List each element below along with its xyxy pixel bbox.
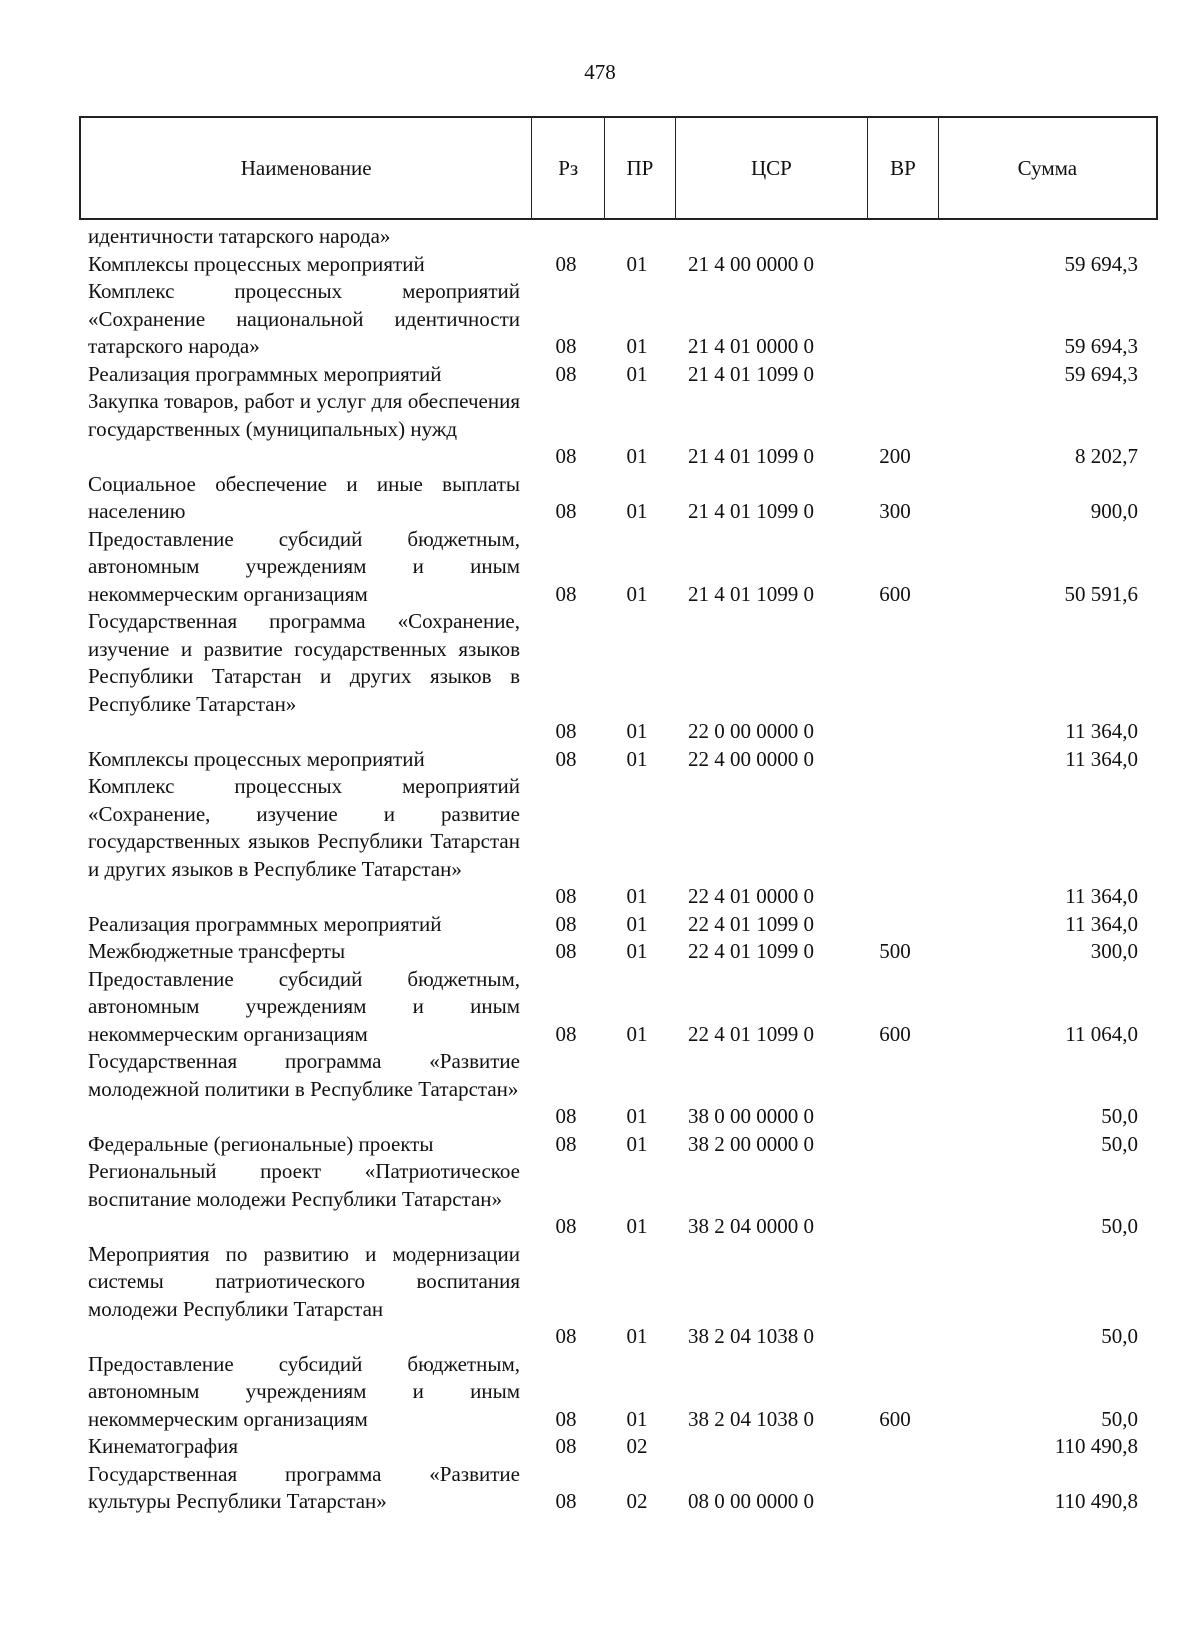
header-sum: Сумма bbox=[1017, 155, 1078, 180]
row-name: Социальное обеспечение и иные выплаты населению bbox=[88, 471, 520, 523]
row-csr: 22 4 01 0000 0 bbox=[688, 884, 814, 908]
row-name: Кинематография bbox=[88, 1434, 239, 1458]
table-row bbox=[0, 773, 1200, 911]
row-rz: 08 bbox=[555, 911, 577, 936]
row-csr: 21 4 01 1099 0 bbox=[688, 499, 814, 523]
row-csr: 38 0 00 0000 0 bbox=[688, 1104, 814, 1128]
row-rz: 08 bbox=[555, 1324, 577, 1348]
row-pr: 01 bbox=[626, 251, 648, 276]
row-pr: 01 bbox=[626, 1131, 648, 1156]
row-csr: 38 2 04 0000 0 bbox=[688, 1214, 814, 1238]
row-sum: 50,0 bbox=[1101, 1214, 1138, 1238]
row-rz: 08 bbox=[555, 1214, 577, 1238]
header-pr: ПР bbox=[605, 118, 676, 218]
row-rz: 08 bbox=[555, 444, 577, 468]
row-sum: 110 490,8 bbox=[1054, 1489, 1138, 1513]
row-vr: 500 bbox=[879, 939, 911, 963]
row-csr: 38 2 00 0000 0 bbox=[688, 1131, 814, 1156]
row-pr: 01 bbox=[626, 1214, 648, 1238]
row-vr: 300 bbox=[879, 499, 911, 523]
row-vr: 600 bbox=[879, 581, 911, 606]
table-row bbox=[0, 471, 1200, 526]
row-name: Предоставление субсидий бюджетным, автономным учреждениям и иным некоммерческим организациям bbox=[88, 1351, 520, 1431]
row-name: идентичности татарского народа» bbox=[88, 224, 391, 248]
header-csr: ЦСР bbox=[676, 118, 868, 218]
row-rz: 08 bbox=[555, 1406, 577, 1431]
row-name: Мероприятия по развитию и модернизации системы патриотического воспитания молодежи Республики Татарстан bbox=[88, 1241, 520, 1321]
row-rz: 08 bbox=[555, 1021, 577, 1046]
table-body bbox=[0, 223, 1200, 1516]
row-csr: 08 0 00 0000 0 bbox=[688, 1489, 814, 1513]
row-pr: 01 bbox=[626, 444, 648, 468]
row-csr: 21 4 01 0000 0 bbox=[688, 334, 814, 358]
row-name: Предоставление субсидий бюджетным, автономным учреждениям и иным некоммерческим организациям bbox=[88, 526, 520, 606]
row-pr: 01 bbox=[626, 911, 648, 936]
row-csr: 21 4 00 0000 0 bbox=[688, 251, 814, 276]
row-csr: 22 4 01 1099 0 bbox=[688, 939, 814, 963]
row-pr: 01 bbox=[626, 1406, 648, 1431]
row-name: Комплексы процессных мероприятий bbox=[88, 251, 425, 276]
row-csr: 22 4 01 1099 0 bbox=[688, 1021, 814, 1046]
row-rz: 08 bbox=[555, 361, 577, 386]
row-pr: 01 bbox=[626, 1324, 648, 1348]
table-row bbox=[0, 388, 1200, 471]
row-sum: 11 364,0 bbox=[1065, 911, 1138, 936]
table-row bbox=[0, 938, 1200, 966]
row-rz: 08 bbox=[555, 746, 577, 771]
row-csr: 21 4 01 1099 0 bbox=[688, 444, 814, 468]
table-row bbox=[0, 1158, 1200, 1241]
table-row bbox=[0, 1241, 1200, 1351]
table-row bbox=[0, 911, 1200, 939]
row-name: Комплекс процессных мероприятий «Сохранение, изучение и развитие государственных языков Республики Татарстан и других языков в Республике Татарстан» bbox=[88, 774, 520, 881]
row-csr: 38 2 04 1038 0 bbox=[688, 1324, 814, 1348]
row-rz: 08 bbox=[555, 499, 577, 523]
row-sum: 8 202,7 bbox=[1075, 444, 1138, 468]
row-sum: 50,0 bbox=[1101, 1131, 1138, 1156]
row-rz: 08 bbox=[555, 251, 577, 276]
row-sum: 11 364,0 bbox=[1065, 884, 1138, 908]
row-csr: 21 4 01 1099 0 bbox=[688, 361, 814, 386]
table-row bbox=[0, 1461, 1200, 1516]
page-number: 478 bbox=[584, 60, 616, 84]
row-rz: 08 bbox=[555, 334, 577, 358]
row-name: Государственная программа «Развитие молодежной политики в Республике Татарстан» bbox=[88, 1049, 520, 1101]
row-rz: 08 bbox=[555, 939, 577, 963]
row-sum: 50,0 bbox=[1101, 1104, 1138, 1128]
row-sum: 59 694,3 bbox=[1064, 251, 1138, 276]
row-name: Комплекс процессных мероприятий «Сохранение национальной идентичности татарского народа» bbox=[88, 279, 520, 358]
row-rz: 08 bbox=[555, 1104, 577, 1128]
row-sum: 50,0 bbox=[1101, 1406, 1138, 1431]
table-row bbox=[0, 1131, 1200, 1159]
table-row bbox=[0, 1048, 1200, 1131]
table-row bbox=[0, 361, 1200, 389]
row-sum: 11 064,0 bbox=[1065, 1021, 1138, 1046]
row-sum: 59 694,3 bbox=[1064, 334, 1138, 358]
row-pr: 01 bbox=[626, 361, 648, 386]
table-row bbox=[0, 223, 1200, 251]
row-csr: 21 4 01 1099 0 bbox=[688, 581, 814, 606]
table-row bbox=[0, 1433, 1200, 1461]
row-rz: 08 bbox=[555, 1434, 577, 1458]
row-csr: 38 2 04 1038 0 bbox=[688, 1406, 814, 1431]
row-sum: 11 364,0 bbox=[1065, 746, 1138, 771]
row-pr: 01 bbox=[626, 1104, 648, 1128]
row-name: Реализация программных мероприятий bbox=[88, 911, 442, 936]
row-pr: 01 bbox=[626, 581, 648, 606]
table-row bbox=[0, 746, 1200, 774]
row-name: Региональный проект «Патриотическое воспитание молодежи Республики Татарстан» bbox=[88, 1159, 520, 1211]
table-row bbox=[0, 278, 1200, 361]
table-row bbox=[0, 966, 1200, 1049]
row-pr: 02 bbox=[626, 1489, 648, 1513]
row-pr: 01 bbox=[626, 746, 648, 771]
row-pr: 01 bbox=[626, 1021, 648, 1046]
table-row bbox=[0, 526, 1200, 609]
table-row bbox=[0, 608, 1200, 746]
row-pr: 02 bbox=[626, 1434, 648, 1458]
row-name: Закупка товаров, работ и услуг для обеспечения государственных (муниципальных) нужд bbox=[88, 389, 520, 441]
row-sum: 11 364,0 bbox=[1065, 719, 1138, 743]
row-name: Реализация программных мероприятий bbox=[88, 361, 442, 386]
table-header bbox=[79, 116, 1158, 220]
row-pr: 01 bbox=[626, 939, 648, 963]
row-rz: 08 bbox=[555, 581, 577, 606]
row-name: Межбюджетные трансферты bbox=[88, 939, 346, 963]
row-rz: 08 bbox=[555, 1489, 577, 1513]
row-sum: 300,0 bbox=[1090, 939, 1138, 963]
row-vr: 600 bbox=[879, 1021, 911, 1046]
row-sum: 900,0 bbox=[1090, 499, 1138, 523]
row-rz: 08 bbox=[555, 719, 577, 743]
header-name: Наименование bbox=[81, 118, 532, 218]
row-csr: 22 0 00 0000 0 bbox=[688, 719, 814, 743]
row-sum: 50,0 bbox=[1101, 1324, 1138, 1348]
row-pr: 01 bbox=[626, 334, 648, 358]
row-name: Государственная программа «Сохранение, изучение и развитие государственных языков Республики Татарстан и других языков в Республике Татарстан» bbox=[88, 609, 520, 716]
row-vr: 600 bbox=[879, 1406, 911, 1431]
header-vr: ВР bbox=[868, 118, 939, 218]
row-sum: 110 490,8 bbox=[1054, 1434, 1138, 1458]
row-name: Комплексы процессных мероприятий bbox=[88, 746, 425, 771]
row-sum: 59 694,3 bbox=[1064, 361, 1138, 386]
row-name: Федеральные (региональные) проекты bbox=[88, 1131, 434, 1156]
row-rz: 08 bbox=[555, 1131, 577, 1156]
row-vr: 200 bbox=[879, 444, 911, 468]
row-pr: 01 bbox=[626, 719, 648, 743]
row-csr: 22 4 01 1099 0 bbox=[688, 911, 814, 936]
row-sum: 50 591,6 bbox=[1064, 581, 1138, 606]
table-row bbox=[0, 251, 1200, 279]
row-pr: 01 bbox=[626, 499, 648, 523]
header-rz: Рз bbox=[532, 118, 605, 218]
row-csr: 22 4 00 0000 0 bbox=[688, 746, 814, 771]
table-row bbox=[0, 1351, 1200, 1434]
row-name: Государственная программа «Развитие культуры Республики Татарстан» bbox=[88, 1461, 520, 1513]
row-name: Предоставление субсидий бюджетным, автономным учреждениям и иным некоммерческим организациям bbox=[88, 966, 520, 1046]
row-pr: 01 bbox=[626, 884, 648, 908]
row-rz: 08 bbox=[555, 884, 577, 908]
